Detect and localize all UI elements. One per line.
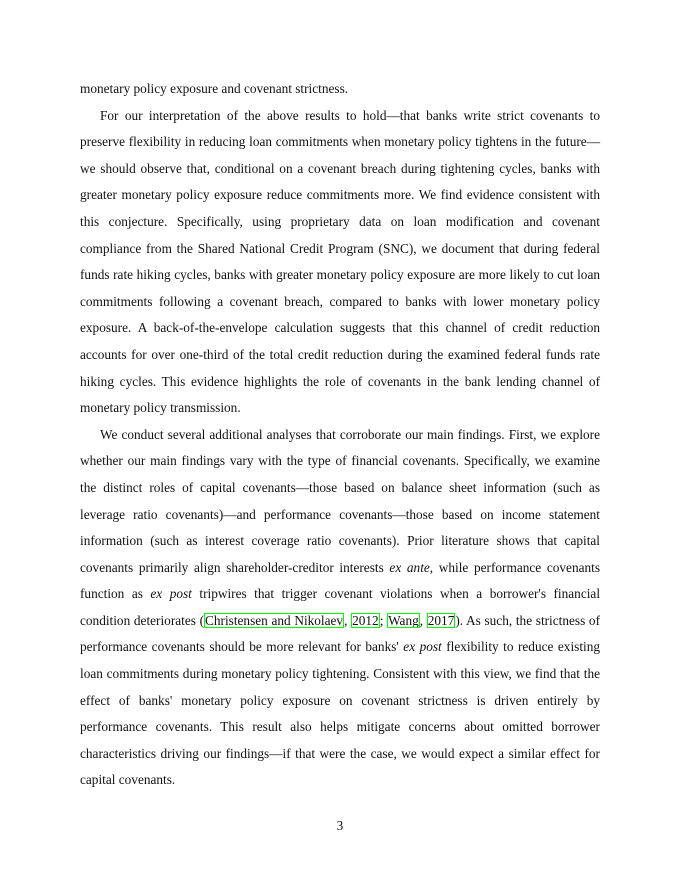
italic-ex-ante: ex ante [389,559,430,575]
paragraph-3-part-5: ; [379,612,388,628]
paragraph-3-part-6: , [419,612,427,628]
page-number: 3 [336,818,344,833]
paragraph-3-part-7: ). As such, the strictness of performance covenants should be more relevant for banks' [80,612,600,655]
paragraph-3-part-1: We conduct several additional analyses that corroborate our main findings. First, we explore whether our main findings vary with the type of financial covenants. Specifically, we examine the distinct roles of capital covenants—those based on balance sheet information (such as leverage ratio covenants)—and performance covenants—those based on income statement information (such as interest coverage ratio covenants). Prior literature shows that capital covenants primarily align shareholder-creditor interests [80,426,600,575]
paragraph-continuation [80,76,600,103]
citation-link-christensen-nikolaev[interactable]: Christensen and Nikolaev [205,612,344,628]
body-text [80,76,600,794]
italic-ex-post-2: ex post [403,639,442,655]
paragraph-3-part-2: , while performance covenants function as [80,559,601,602]
paragraph-additional-analyses [80,422,600,794]
paragraph-2-text: For our interpretation of the above results to hold—that banks write strict covenants to preserve flexibility in reducing loan commitments when monetary policy tightens in the future—we should observe that, conditional on a covenant breach during tightening cycles, banks with greater monetary policy exposure reduce commitments more. We find evidence consistent with this conjecture. Specifically, using proprietary data on loan modification and covenant compliance from the Shared National Credit Program (SNC), we document that during federal funds rate hiking cycles, banks with greater monetary policy exposure are more likely to cut loan commitments following a covenant breach, compared to banks with lower monetary policy exposure. A back-of-the-envelope calculation suggests that this channel of credit reduction accounts for over one-third of the total credit reduction during the examined federal funds rate hiking cycles. This evidence highlights the role of covenants in the bank lending channel of monetary policy transmission. [80,107,600,416]
italic-ex-post-1: ex post [150,586,192,602]
paragraph-1-text: monetary policy exposure and covenant strictness. [80,81,349,96]
citation-link-2017[interactable]: 2017 [427,612,455,628]
paragraph-interpretation [80,103,600,422]
paragraph-3-part-4: , [344,612,352,628]
citation-link-wang[interactable]: Wang [388,612,419,628]
paragraph-3-part-3: tripwires that trigger covenant violations when a borrower's financial condition deteriorates ( [80,586,601,628]
paragraph-3-part-8: flexibility to reduce existing loan commitments during monetary policy tightening. Consistent with this view, we find that the effect of banks' monetary policy exposure on covenant strictness is driven entirely by performance covenants. This result also helps mitigate concerns about omitted borrower characteristics driving our findings—if that were the case, we would expect a similar effect for capital covenants. [80,639,601,788]
citation-link-2012[interactable]: 2012 [352,612,379,628]
